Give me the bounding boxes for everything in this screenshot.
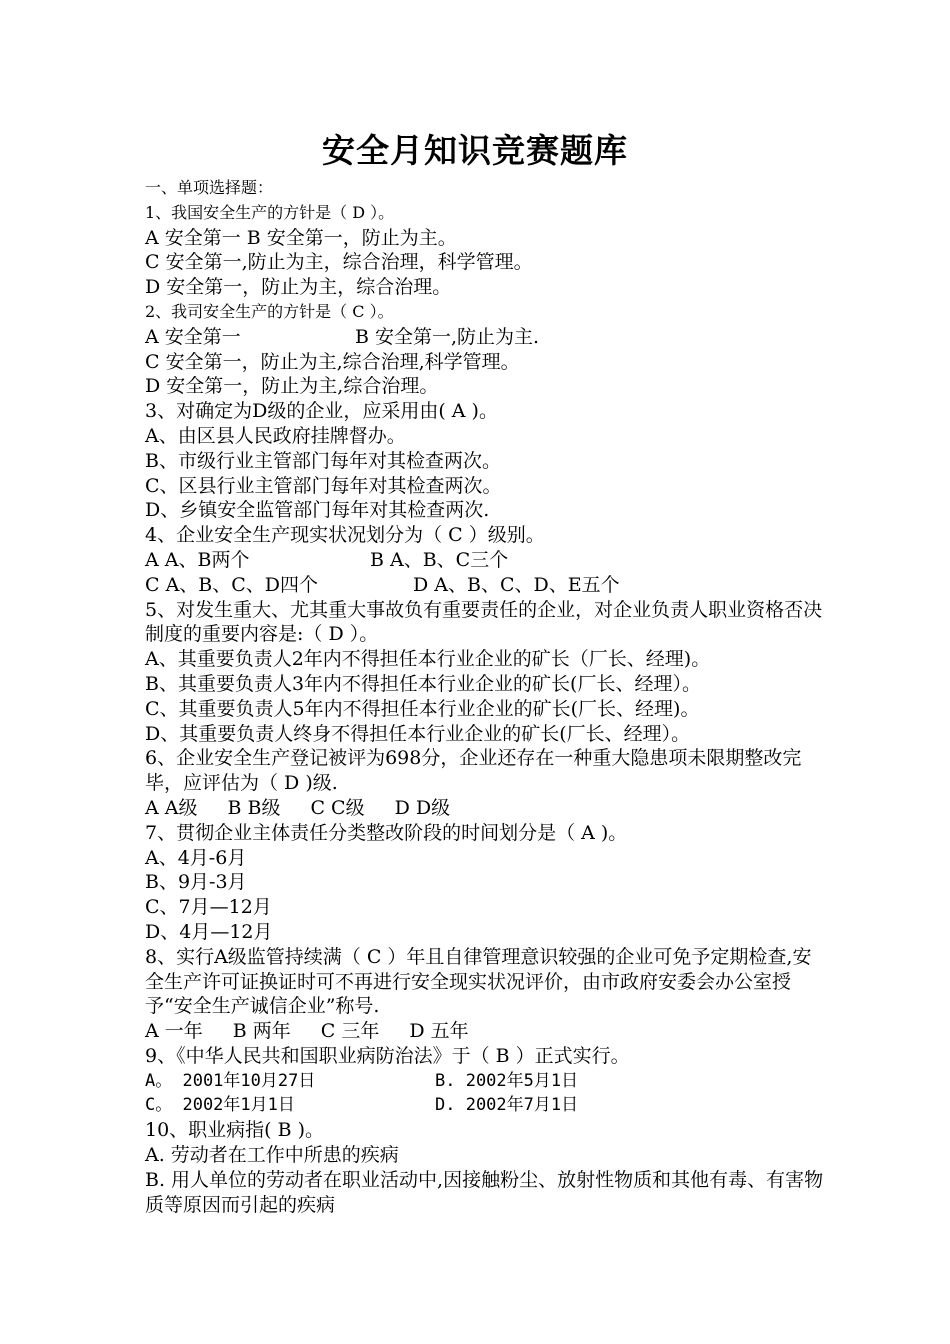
question-6: 6、企业安全生产登记被评为698分，企业还存在一种重大隐患项未限期整改完毕，应评估为（ D )级. xyxy=(145,747,802,795)
option: D、乡镇安全监管部门每年对其检查两次. xyxy=(145,499,490,522)
option: C 三年 xyxy=(320,1020,380,1043)
option: A、4月-6月 xyxy=(145,846,247,869)
option: A 安全第一 B 安全第一，防止为主。 xyxy=(145,226,457,249)
option-row xyxy=(145,1093,825,1118)
option-row xyxy=(145,796,825,821)
question-list xyxy=(145,176,825,1217)
question-9: 9、《中华人民共和国职业病防治法》于（ B ）正式实行。 xyxy=(145,1044,630,1067)
option: D、4月—12月 xyxy=(145,920,273,943)
question-1: 1、我国安全生产的方针是（ D ）。 xyxy=(145,202,395,222)
option-row xyxy=(145,548,825,573)
section-heading: 一、单项选择题： xyxy=(145,178,274,197)
option: C 安全第一，防止为主,综合治理,科学管理。 xyxy=(145,350,520,373)
option: D、其重要负责人终身不得担任本行业企业的矿长(厂长、经理）。 xyxy=(145,722,691,745)
option: C C级 xyxy=(310,796,365,819)
question-7: 7、贯彻企业主体责任分类整改阶段的时间划分是（ A )。 xyxy=(145,821,628,844)
option: A A级 xyxy=(145,796,198,819)
option: D 五年 xyxy=(409,1020,469,1043)
option: A 安全第一 xyxy=(145,325,241,348)
option: C。 2002年1月1日 xyxy=(145,1095,295,1116)
option: D 安全第一，防止为主,综合治理。 xyxy=(145,375,439,398)
option: B B级 xyxy=(227,796,281,819)
option: B 两年 xyxy=(232,1020,291,1043)
option: A、其重要负责人2年内不得担任本行业企业的矿长（厂长、经理)。 xyxy=(145,648,711,671)
question-3: 3、对确定为D级的企业，应采用由( A )。 xyxy=(145,400,498,423)
question-4: 4、企业安全生产现实状况划分为（ C ）级别。 xyxy=(145,524,545,547)
option: D D级 xyxy=(394,796,451,819)
option-row xyxy=(145,573,825,598)
option: B. 用人单位的劳动者在职业活动中,因接触粉尘、放射性物质和其他有毒、有害物质等原因而引起的疾病 xyxy=(145,1168,824,1216)
option: D A、B、C、D、E五个 xyxy=(413,573,620,596)
option: B、其重要负责人3年内不得担任本行业企业的矿长(厂长、经理）。 xyxy=(145,672,701,695)
option: A. 劳动者在工作中所患的疾病 xyxy=(145,1144,399,1167)
option: B、市级行业主管部门每年对其检查两次。 xyxy=(145,449,501,472)
option: C A、B、C、D四个 xyxy=(145,573,319,596)
question-5: 5、对发生重大、尤其重大事故负有重要责任的企业，对企业负责人职业资格否决制度的重要内容是:（ D ）。 xyxy=(145,598,823,646)
document-title: 安全月知识竞赛题库 xyxy=(322,131,628,170)
option: C、区县行业主管部门每年对其检查两次。 xyxy=(145,474,502,497)
question-10: 10、职业病指( B )。 xyxy=(145,1119,325,1142)
option: A A、B两个 xyxy=(145,548,250,571)
option-row xyxy=(145,325,825,350)
option: C、7月—12月 xyxy=(145,896,272,919)
option-row xyxy=(145,1019,825,1044)
option: A。 2001年10月27日 xyxy=(145,1070,316,1091)
question-2: 2、我司安全生产的方针是（ C ）。 xyxy=(145,301,394,321)
option: A、由区县人民政府挂牌督办。 xyxy=(145,424,406,447)
option: B、9月-3月 xyxy=(145,871,247,894)
option: D 安全第一，防止为主，综合治理。 xyxy=(145,276,452,299)
option: B A、B、C三个 xyxy=(370,548,509,571)
option: A 一年 xyxy=(145,1020,203,1043)
option: D. 2002年7月1日 xyxy=(435,1095,579,1116)
question-8: 8、实行A级监管持续满（ C ）年且自律管理意识较强的企业可免予定期检查,安全生产许可证换证时可不再进行安全现实状况评价，由市政府安委会办公室授予“安全生产诚信企业”称号. xyxy=(145,945,812,1018)
option-row xyxy=(145,1069,825,1094)
option: C、其重要负责人5年内不得担任本行业企业的矿长(厂长、经理)。 xyxy=(145,697,700,720)
option: B. 2002年5月1日 xyxy=(435,1070,579,1091)
option: C 安全第一,防止为主，综合治理，科学管理。 xyxy=(145,251,533,274)
option: B 安全第一,防止为主. xyxy=(355,325,540,348)
